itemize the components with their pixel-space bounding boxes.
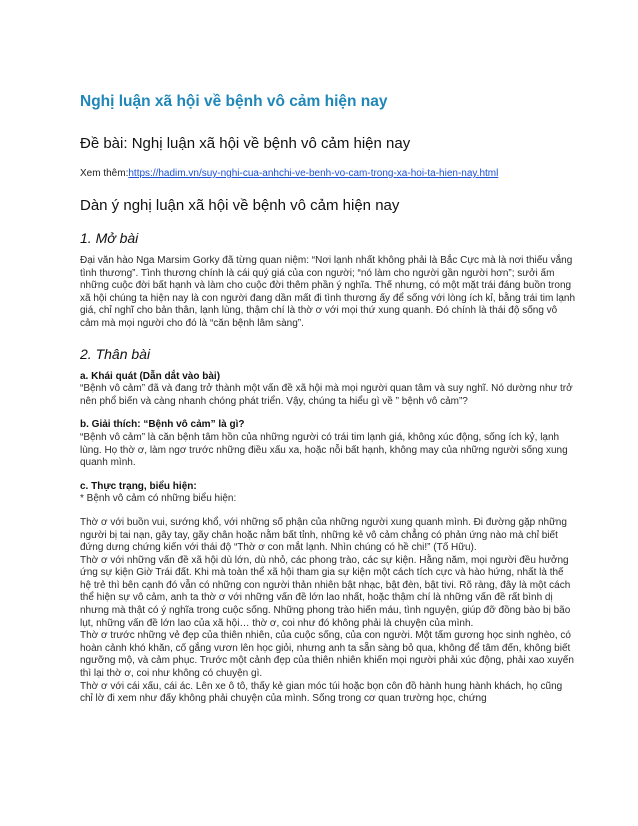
symptom-paragraph-3: Thờ ơ trước những vẻ đẹp của thiên nhiên, của cuộc sống, của con người. Một tấm gương học sinh nghèo, có hoàn cảnh khó khăn, cố gắng vươn lên học giỏi, nhưng anh ta sẵn sàng bỏ qua, không để tâm đến, không biết ngưỡng mộ, và cảm phục. Trước một cảnh đẹp của thiên nhiên khiến mọi người phải xúc động, phải xao xuyến thì lại thờ ơ, coi như không có chuyện gì. — [80, 630, 574, 680]
section-c — [80, 481, 576, 506]
reference-prefix: Xem thêm: — [80, 168, 129, 179]
section-a — [80, 371, 576, 409]
section-a-title: a. Khái quát (Dẫn dắt vào bài) — [80, 370, 221, 382]
topic-heading: Đề bài: Nghị luận xã hội về bệnh vô cảm hiện nay — [80, 135, 411, 152]
section-c-title: c. Thực trạng, biểu hiện: — [80, 480, 197, 492]
intro-paragraph: Đại văn hào Nga Marsim Gorky đã từng quan niệm: “Nơi lạnh nhất không phải là Bắc Cực mà là nơi thiếu vắng tình thương”. Tình thương chính là cái quý giá của con người; “nó làm cho người gần người hơn”; sưởi ấm những cuộc đời bất hạnh và làm cho cuộc đời thêm phần ý nghĩa. Thế nhưng, có một mặt trái đáng buồn trong xã hội chúng ta hiện nay là con người đang dần mất đi tình thương ấy để sống với lòng ích kỉ, bằng trái tim lạnh giá, chỉ nghĩ cho bản thân, lạnh lùng, thậm chí là thờ ơ với mọi thứ xung quanh. Đó chính là thái độ sống vô cảm mà mọi người cho đó là “căn bệnh lâm sàng”. — [80, 255, 576, 329]
document-title: Nghị luận xã hội về bệnh vô cảm hiện nay — [80, 93, 388, 110]
reference-link[interactable]: https://hadim.vn/suy-nghi-cua-anhchi-ve-benh-vo-cam-trong-xa-hoi-ta-hien-nay.html — [128, 168, 499, 179]
symptom-paragraph-1: Thờ ơ với buồn vui, sướng khổ, với những số phận của những người xung quanh mình. Đi đường gặp những người bị tai nạn, gây tay, gãy chân hoặc nằm bất tỉnh, những kẻ vô cảm chẳng có phản ứng nào mà chỉ biết đứng dưng chứng kiến với thái độ “Thờ ơ con mắt lạnh. Nhìn chúng có hề chi!” (Tố Hữu). — [80, 516, 567, 554]
section-b-text: “Bệnh vô cảm” là căn bệnh tâm hồn của những người có trái tim lạnh giá, không xúc động, sống ích kỷ, lạnh lùng. Họ thờ ơ, làm ngơ trước những điều xấu xa, hoặc nỗi bất hạnh, không may của những người sống xung quanh mình. — [80, 431, 568, 469]
section-a-text: “Bệnh vô cảm” đã và đang trở thành một vấn đề xã hội mà mọi người quan tâm và suy nghĩ. Nó dường như trở nên phổ biến và càng nhanh chóng phát triển. Vậy, chúng ta hiểu gì về ” bệnh vô cảm”? — [80, 383, 573, 407]
section-c-lead: * Bệnh vô cảm có những biểu hiện: — [80, 493, 237, 505]
intro-heading: 1. Mở bài — [80, 230, 139, 246]
section-b-title: b. Giải thích: “Bệnh vô cảm” là gì? — [80, 419, 245, 431]
reference-line — [80, 167, 576, 180]
symptom-paragraph-2: Thờ ơ với những vấn đề xã hội dù lớn, dù nhỏ, các phong trào, các sự kiện. Hằng năm, mọi người đều hưởng ứng sự kiện Giờ Trái đất. Khi mà toàn thể xã hội tham gia sự kiện một cách tích cực và hào hứng, nhất là thế hệ trẻ thì bên cạnh đó vẫn có những con người thản nhiên bật nhạc, bật đèn, bật tivi. Rõ ràng, đây là một cách thể hiện sự vô cảm, anh ta thờ ơ với những vấn đề lớn lao nhất, hoặc thậm chí là những vấn đề rất bình dị nhưng mà thật có ý nghĩa trong cuộc sống. Những phong trào hiến máu, tình nguyện, giúp đỡ đồng bào bị bão lụt, những vấn đề lớn lao của xã hội… thờ ơ, coi như đó không phải là chuyện của mình. — [80, 554, 571, 629]
body-heading: 2. Thân bài — [80, 345, 151, 362]
section-b — [80, 419, 576, 469]
outline-heading: Dàn ý nghị luận xã hội về bệnh vô cảm hiện nay — [80, 197, 400, 214]
symptom-paragraph-4: Thờ ơ với cái xấu, cái ác. Lên xe ô tô, thấy kẻ gian móc túi hoặc bọn côn đồ hành hung hành khách, họ cũng chỉ lờ đi xem như đấy không phải chuyện của mình. Sống trong cơ quan trường học, chứng — [80, 680, 563, 705]
